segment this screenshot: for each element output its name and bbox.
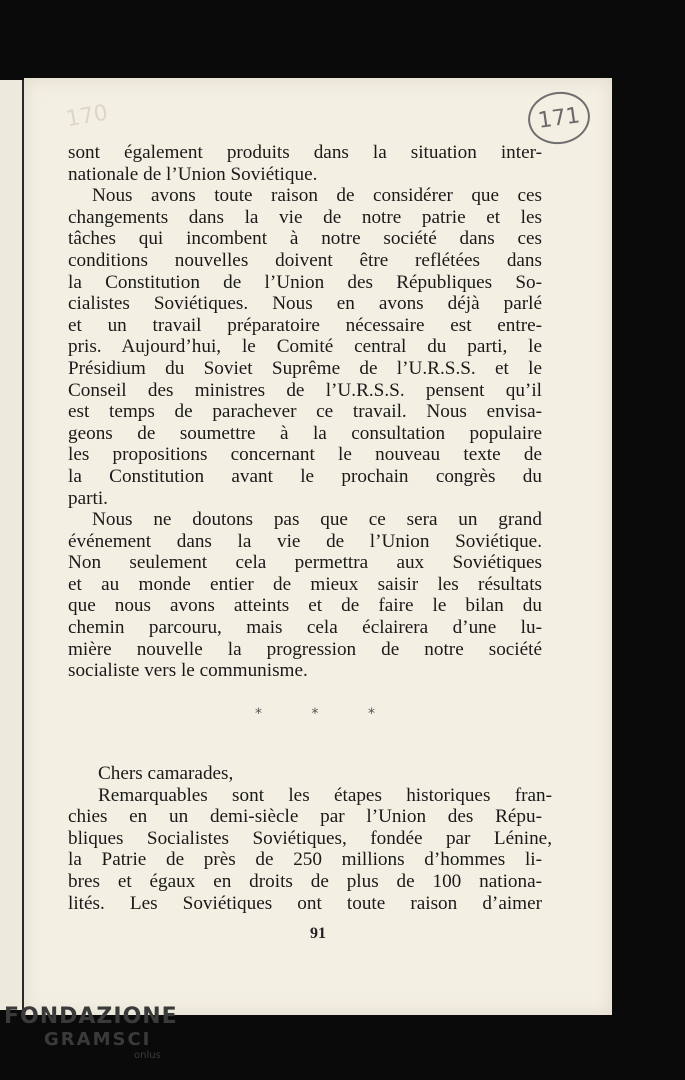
text-line: socialiste vers le communisme. [68, 660, 308, 682]
separator-star: * [368, 706, 375, 722]
text-line: chemin parcouru, mais cela éclairera d’une lu- [68, 617, 542, 639]
text-line: Non seulement cela permettra aux Soviétiques [68, 552, 542, 574]
text-line: chies en un demi-siècle par l’Union des Répu- [68, 806, 542, 828]
faint-page-annotation: 170 [64, 100, 110, 133]
text-line: Remarquables sont les étapes historiques fran- [98, 784, 552, 806]
section-separator [255, 706, 375, 722]
text-line: lités. Les Soviétiques ont toute raison d’aimer [68, 892, 542, 914]
archive-stamp: 171 [525, 88, 594, 148]
watermark-line2: GRAMSCI [44, 1029, 152, 1050]
text-line: bliques Socialistes Soviétiques, fondée par Lénine, [68, 827, 552, 849]
text-line: changements dans la vie de notre patrie et les [68, 206, 542, 228]
page-number: 91 [310, 925, 326, 942]
text-line: la Constitution de l’Union des Républiques So- [68, 271, 542, 293]
text-line: Conseil des ministres de l’U.R.S.S. pensent qu’il [68, 379, 542, 401]
text-line: bres et égaux en droits de plus de 100 nationa- [68, 870, 542, 892]
text-line: cialistes Soviétiques. Nous en avons déjà parlé [68, 293, 542, 315]
watermark-line3: onlus [134, 1050, 161, 1061]
text-line: Présidium du Soviet Suprême de l’U.R.S.S. et le [68, 357, 542, 379]
watermark-line1: FONDAZIONE [4, 1004, 178, 1029]
text-line: événement dans la vie de l’Union Soviétique. [68, 530, 542, 552]
text-line: tâches qui incombent à notre société dans ces [68, 228, 542, 250]
text-line: et au monde entier de mieux saisir les résultats [68, 573, 542, 595]
text-line: est temps de parachever ce travail. Nous envisa- [68, 401, 542, 423]
archive-watermark-logo [4, 1005, 178, 1061]
body-text-lower [68, 763, 552, 914]
text-line: pris. Aujourd’hui, le Comité central du parti, le [68, 336, 542, 358]
text-line: Chers camarades, [98, 763, 234, 784]
text-line: que nous avons atteints et de faire le bilan du [68, 595, 542, 617]
text-line: la Constitution avant le prochain congrès du [68, 465, 542, 487]
text-line: geons de soumettre à la consultation populaire [68, 422, 542, 444]
separator-star: * [311, 706, 319, 722]
text-line: Nous ne doutons pas que ce sera un grand [92, 509, 542, 531]
previous-page-edge [0, 80, 24, 1010]
text-line: nationale de l’Union Soviétique. [68, 163, 318, 185]
text-line: parti. [68, 487, 108, 509]
text-line: mière nouvelle la progression de notre société [68, 638, 542, 660]
separator-star: * [255, 706, 262, 722]
body-text-upper [68, 142, 542, 682]
text-line: sont également produits dans la situation inter- [68, 142, 542, 163]
text-line: la Patrie de près de 250 millions d’hommes li- [68, 849, 542, 871]
text-line: et un travail préparatoire nécessaire est entre- [68, 314, 542, 336]
text-line: Nous avons toute raison de considérer que ces [92, 185, 542, 207]
text-line: conditions nouvelles doivent être reflétées dans [68, 249, 542, 271]
text-line: les propositions concernant le nouveau texte de [68, 444, 542, 466]
